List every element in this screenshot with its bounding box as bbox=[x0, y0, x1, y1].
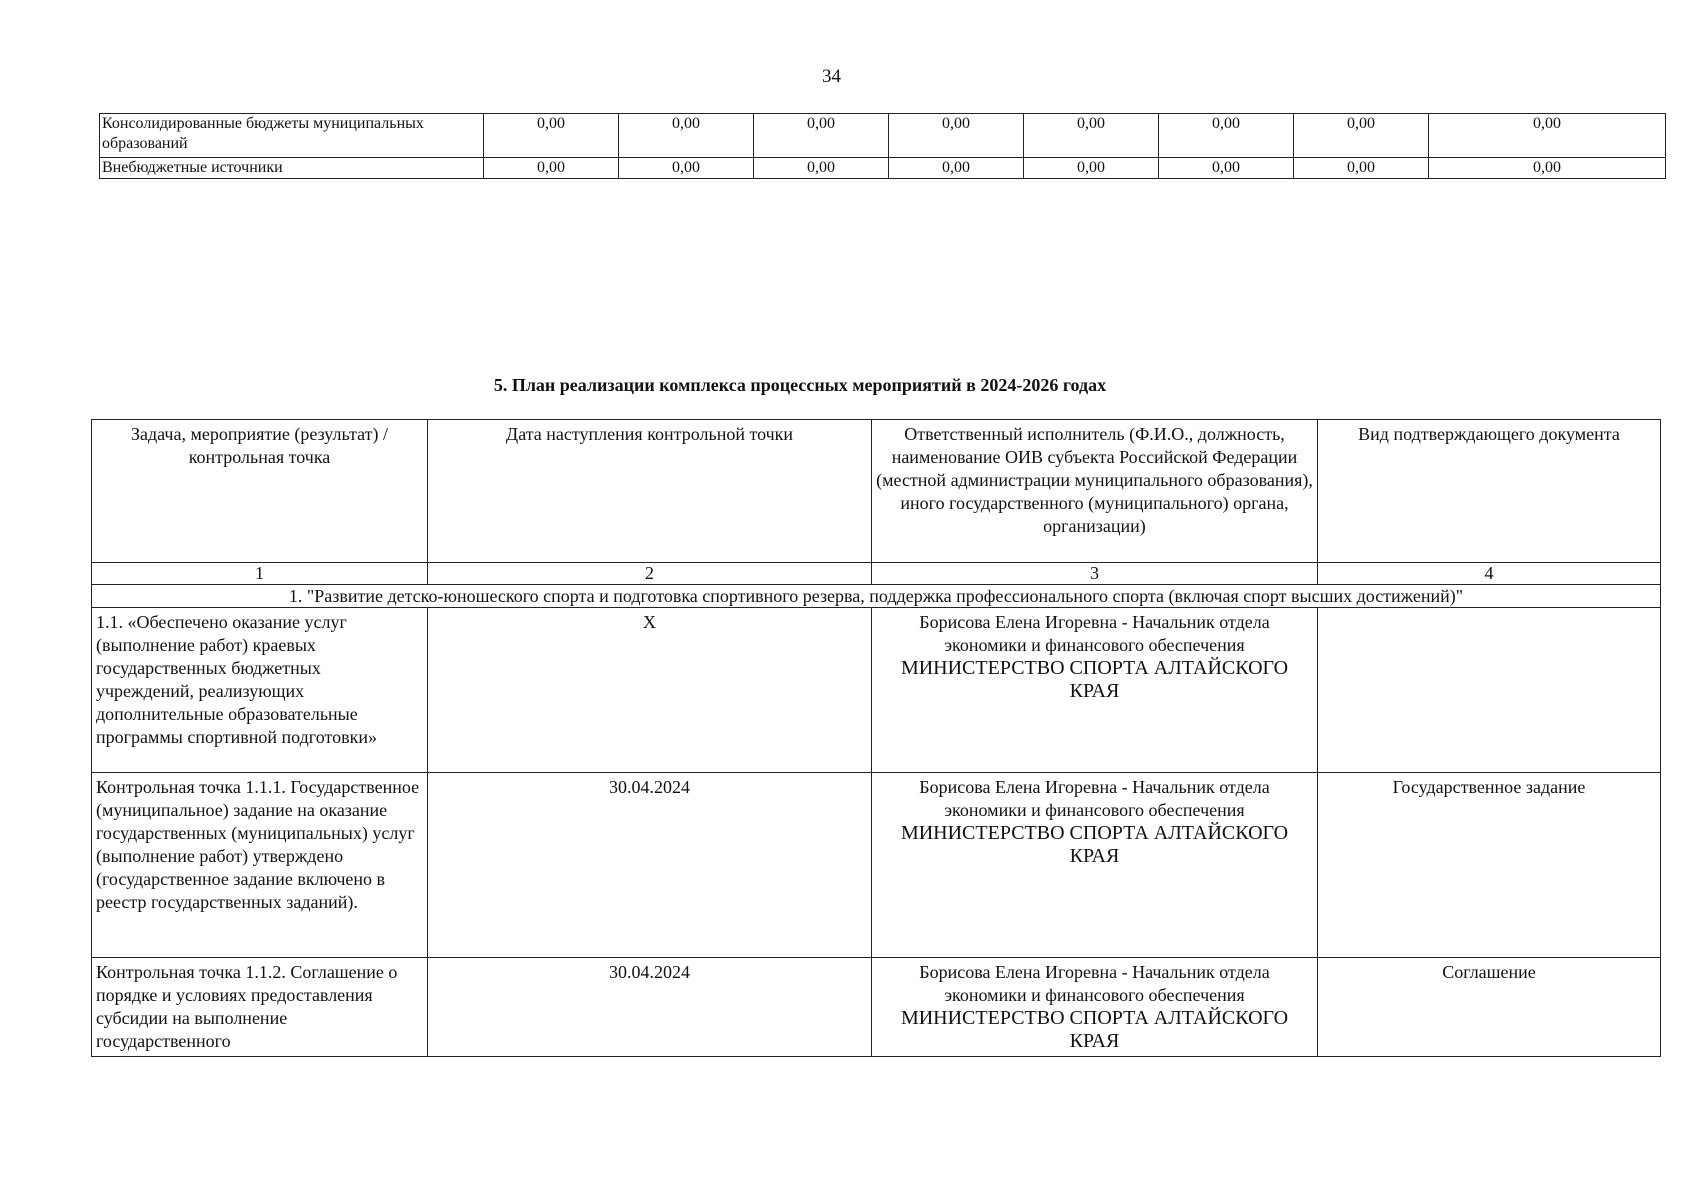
executor-cell bbox=[872, 773, 1318, 958]
value-cell: 0,00 bbox=[754, 114, 889, 158]
executor-cell bbox=[872, 958, 1318, 1057]
value-cell: 0,00 bbox=[1024, 158, 1159, 179]
task-cell: Контрольная точка 1.1.1. Государственное (муниципальное) задание на оказание государственных (муниципальных) услуг (выполнение работ) утверждено (государственное задание включено в реестр государственных заданий). bbox=[92, 773, 428, 958]
value-cell: 0,00 bbox=[1429, 158, 1666, 179]
value-cell: 0,00 bbox=[484, 114, 619, 158]
date-cell: X bbox=[428, 608, 872, 773]
document-cell: Соглашение bbox=[1318, 958, 1661, 1057]
page-number: 34 bbox=[822, 66, 841, 87]
table-row bbox=[92, 608, 1661, 773]
row-label: Консолидированные бюджеты муниципальных образований bbox=[100, 114, 484, 158]
value-cell: 0,00 bbox=[484, 158, 619, 179]
task-cell: 1.1. «Обеспечено оказание услуг (выполнение работ) краевых государственных бюджетных учреждений, реализующих дополнительные образовательные программы спортивной подготовки» bbox=[92, 608, 428, 773]
date-cell: 30.04.2024 bbox=[428, 958, 872, 1057]
column-number: 3 bbox=[872, 563, 1318, 585]
table-row bbox=[100, 158, 1666, 179]
column-header: Вид подтверждающего документа bbox=[1318, 420, 1661, 563]
column-header: Дата наступления контрольной точки bbox=[428, 420, 872, 563]
value-cell: 0,00 bbox=[889, 114, 1024, 158]
table-row bbox=[100, 114, 1666, 158]
value-cell: 0,00 bbox=[619, 158, 754, 179]
value-cell: 0,00 bbox=[1159, 114, 1294, 158]
value-cell: 0,00 bbox=[754, 158, 889, 179]
row-label: Внебюджетные источники bbox=[100, 158, 484, 179]
executor-cell bbox=[872, 608, 1318, 773]
column-number-row bbox=[92, 563, 1661, 585]
executor-org: МИНИСТЕРСТВО СПОРТА АЛТАЙСКОГО КРАЯ bbox=[900, 822, 1289, 867]
value-cell: 0,00 bbox=[1294, 158, 1429, 179]
column-number: 1 bbox=[92, 563, 428, 585]
executor-name: Борисова Елена Игоревна - Начальник отдела экономики и финансового обеспечения bbox=[919, 612, 1270, 655]
section-row bbox=[92, 585, 1661, 608]
value-cell: 0,00 bbox=[889, 158, 1024, 179]
table-row bbox=[92, 958, 1661, 1057]
value-cell: 0,00 bbox=[1294, 114, 1429, 158]
plan-table bbox=[91, 419, 1661, 1057]
table-row bbox=[92, 773, 1661, 958]
column-header: Ответственный исполнитель (Ф.И.О., должность, наименование ОИВ субъекта Российской Федерации (местной администрации муниципального образования), иного государственного (муниципального) органа, организации) bbox=[872, 420, 1318, 563]
executor-org: МИНИСТЕРСТВО СПОРТА АЛТАЙСКОГО КРАЯ bbox=[900, 657, 1289, 702]
value-cell: 0,00 bbox=[619, 114, 754, 158]
value-cell: 0,00 bbox=[1024, 114, 1159, 158]
budget-summary-table bbox=[99, 113, 1666, 179]
section-title: 5. План реализации комплекса процессных мероприятий в 2024-2026 годах bbox=[493, 375, 1107, 395]
executor-name: Борисова Елена Игоревна - Начальник отдела экономики и финансового обеспечения bbox=[919, 962, 1270, 1005]
date-cell: 30.04.2024 bbox=[428, 773, 872, 958]
executor-org: МИНИСТЕРСТВО СПОРТА АЛТАЙСКОГО КРАЯ bbox=[900, 1007, 1289, 1052]
task-cell: Контрольная точка 1.1.2. Соглашение о порядке и условиях предоставления субсидии на выполнение государственного bbox=[92, 958, 428, 1057]
value-cell: 0,00 bbox=[1159, 158, 1294, 179]
header-row bbox=[92, 420, 1661, 563]
section-heading: 1. "Развитие детско-юношеского спорта и подготовка спортивного резерва, поддержка профессионального спорта (включая спорт высших достижений)" bbox=[92, 585, 1661, 608]
executor-name: Борисова Елена Игоревна - Начальник отдела экономики и финансового обеспечения bbox=[919, 777, 1270, 820]
column-header: Задача, мероприятие (результат) / контрольная точка bbox=[92, 420, 428, 563]
column-number: 4 bbox=[1318, 563, 1661, 585]
value-cell: 0,00 bbox=[1429, 114, 1666, 158]
document-cell: Государственное задание bbox=[1318, 773, 1661, 958]
document-cell bbox=[1318, 608, 1661, 773]
column-number: 2 bbox=[428, 563, 872, 585]
